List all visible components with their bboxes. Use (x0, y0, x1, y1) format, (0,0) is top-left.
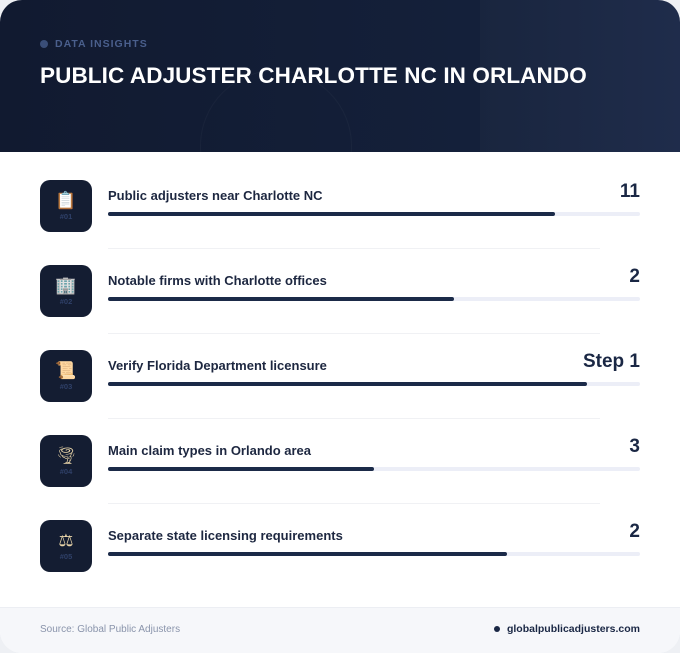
progress-fill (108, 467, 374, 471)
scroll-icon (40, 350, 92, 402)
item-number: #05 (59, 551, 73, 561)
progress-track (108, 467, 640, 471)
balance-scale-glyph: ⚖ (58, 530, 74, 550)
insight-value: Step 1 (582, 351, 640, 372)
bullet-dot-icon (494, 626, 500, 632)
progress-track (108, 552, 640, 556)
item-number: #02 (59, 296, 73, 306)
footer (0, 607, 680, 653)
site-link[interactable] (494, 623, 640, 635)
progress-fill (108, 297, 454, 301)
insight-label: Verify Florida Department licensure (108, 358, 327, 373)
row-divider (108, 503, 600, 504)
clipboard-icon (40, 180, 92, 232)
insight-label: Public adjusters near Charlotte NC (108, 188, 323, 203)
balance-scale-icon (40, 520, 92, 572)
insight-value: 2 (629, 266, 640, 287)
source-note: Source: Global Public Adjusters (40, 624, 181, 635)
office-building-icon (40, 265, 92, 317)
progress-fill (108, 382, 587, 386)
page-title: PUBLIC ADJUSTER CHARLOTTE NC IN ORLANDO (40, 63, 587, 88)
insight-label: Notable firms with Charlotte offices (108, 273, 327, 288)
insight-row-3 (40, 350, 640, 435)
tornado-glyph: 🌪 (55, 445, 77, 465)
insight-label: Main claim types in Orlando area (108, 443, 312, 458)
progress-fill (108, 552, 507, 556)
header (0, 0, 680, 152)
clipboard-glyph: 📋 (55, 190, 77, 210)
insight-row-2 (40, 265, 640, 350)
insight-row-5 (40, 520, 640, 605)
eyebrow-dot-icon (40, 40, 48, 48)
progress-fill (108, 212, 555, 216)
progress-track (108, 382, 640, 386)
progress-track (108, 212, 640, 216)
eyebrow (40, 38, 148, 50)
insight-label: Separate state licensing requirements (108, 528, 343, 543)
insight-row-1 (40, 180, 640, 265)
row-divider (108, 248, 600, 249)
insight-value: 11 (619, 181, 640, 202)
item-number: #01 (59, 211, 73, 221)
item-number: #04 (59, 466, 73, 476)
item-number: #03 (59, 381, 73, 391)
tornado-icon (40, 435, 92, 487)
insight-value: 3 (629, 436, 640, 457)
insight-row-4 (40, 435, 640, 520)
site-url[interactable]: globalpublicadjusters.com (506, 623, 640, 635)
row-divider (108, 418, 600, 419)
scroll-glyph: 📜 (55, 360, 77, 380)
row-divider (108, 333, 600, 334)
office-building-glyph: 🏢 (55, 275, 77, 295)
insight-value: 2 (629, 521, 640, 542)
eyebrow-label: DATA INSIGHTS (55, 38, 148, 50)
insight-list (40, 180, 640, 605)
progress-track (108, 297, 640, 301)
